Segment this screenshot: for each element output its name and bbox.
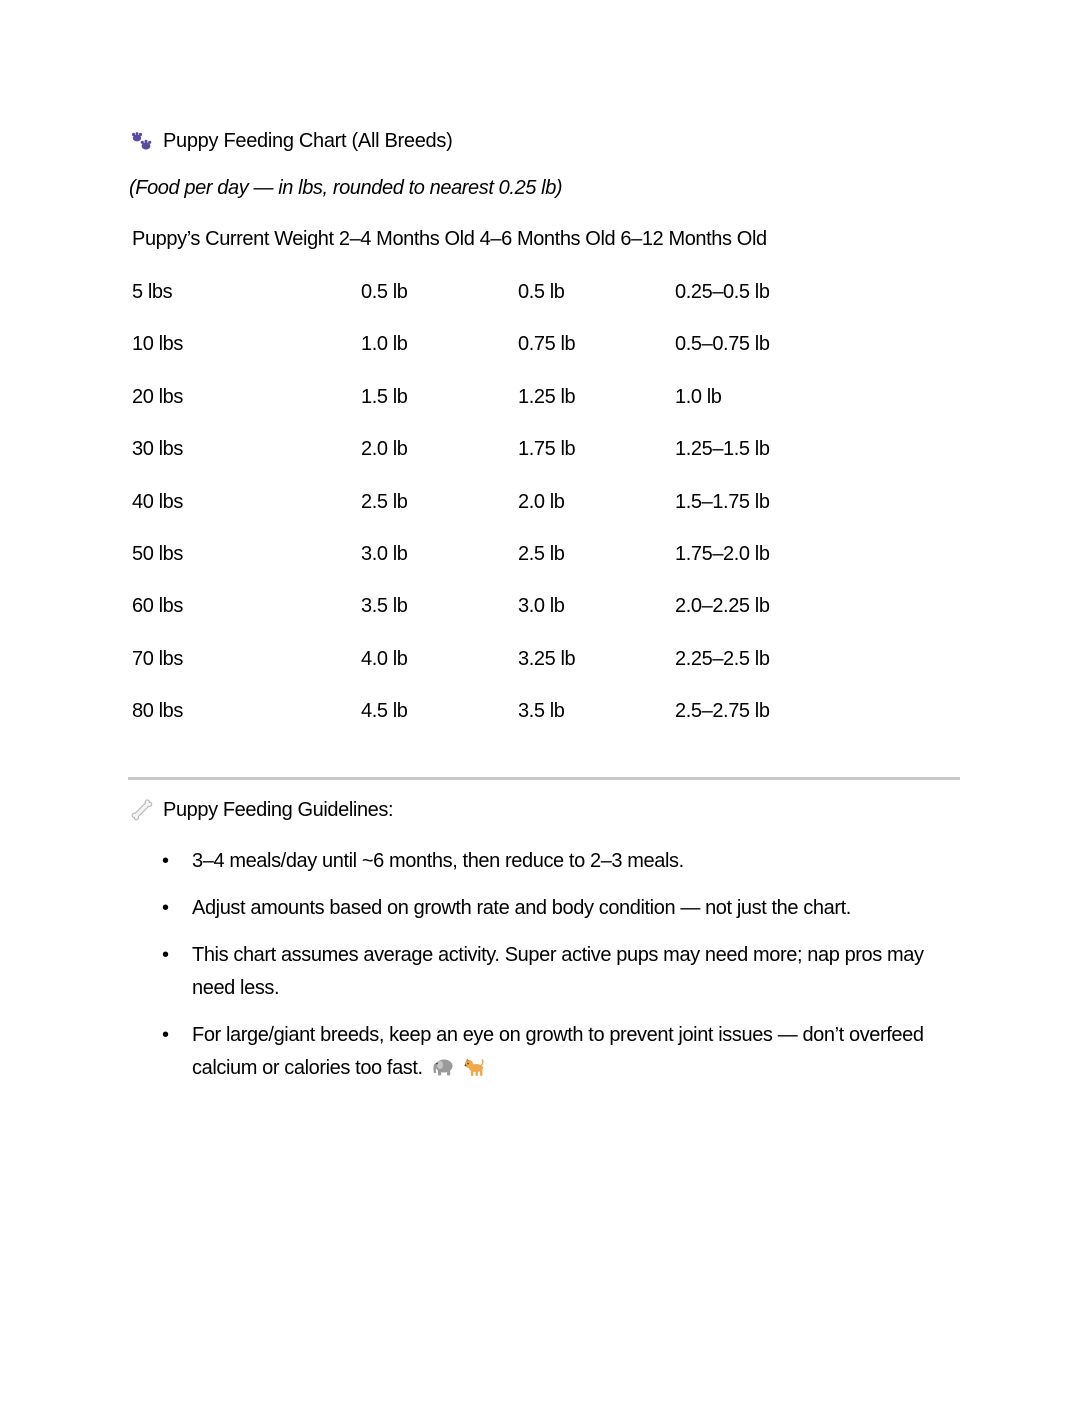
section-divider <box>128 777 960 780</box>
food-amount-cell: 1.5 lb <box>361 385 408 408</box>
guidelines-heading <box>130 798 393 822</box>
food-amount-cell: 3.5 lb <box>518 700 565 723</box>
list-item-text: For large/giant breeds, keep an eye on growth to prevent joint issues — don’t overfeed calcium or calories too fast. <box>192 1024 924 1079</box>
food-amount-cell: 0.5 lb <box>518 281 565 303</box>
dog-icon <box>463 1057 485 1077</box>
list-item <box>162 1019 962 1085</box>
weight-cell: 60 lbs <box>132 595 183 618</box>
food-amount-cell: 1.5–1.75 lb <box>675 490 770 513</box>
food-amount-cell: 1.25–1.5 lb <box>675 438 770 461</box>
elephant-icon <box>432 1057 454 1077</box>
paw-prints-icon <box>130 132 154 152</box>
food-amount-cell: 1.75 lb <box>518 438 576 461</box>
bullet: • <box>162 944 169 966</box>
food-amount-cell: 2.0–2.25 lb <box>675 595 770 618</box>
guidelines-list <box>162 845 962 1099</box>
chart-heading <box>130 130 452 153</box>
weight-cell: 50 lbs <box>132 542 183 565</box>
food-amount-cell: 1.0 lb <box>675 385 722 408</box>
column-header: 2–4 Months Old <box>338 228 475 250</box>
chart-title: Puppy Feeding Chart (All Breeds) <box>163 130 453 152</box>
food-amount-cell: 4.5 lb <box>361 700 408 723</box>
bullet: • <box>162 1024 169 1046</box>
weight-cell: 40 lbs <box>132 490 183 513</box>
food-amount-cell: 2.0 lb <box>518 490 565 513</box>
guidelines-title: Puppy Feeding Guidelines: <box>163 798 394 821</box>
food-amount-cell: 3.25 lb <box>518 647 576 670</box>
food-amount-cell: 2.5 lb <box>518 542 565 565</box>
food-amount-cell: 0.5–0.75 lb <box>675 333 770 356</box>
weight-cell: 80 lbs <box>132 700 183 723</box>
food-amount-cell: 2.5 lb <box>361 490 408 513</box>
bullet: • <box>162 897 169 919</box>
weight-cell: 20 lbs <box>132 385 183 408</box>
bone-icon <box>130 798 154 822</box>
food-amount-cell: 2.0 lb <box>361 438 408 461</box>
list-item <box>162 845 962 878</box>
column-header: 4–6 Months Old <box>479 228 616 250</box>
food-amount-cell: 3.5 lb <box>361 595 408 618</box>
list-item <box>162 939 962 1005</box>
table-header-row <box>132 228 767 256</box>
food-amount-cell: 1.25 lb <box>518 385 576 408</box>
food-amount-cell: 0.25–0.5 lb <box>675 281 770 303</box>
food-amount-cell: 1.0 lb <box>361 333 408 356</box>
weight-cell: 5 lbs <box>132 281 173 303</box>
weight-cell: 10 lbs <box>132 333 183 356</box>
column-header: Puppy’s Current Weight <box>132 228 334 250</box>
bullet: • <box>162 850 169 872</box>
column-header: 6–12 Months Old <box>620 228 767 250</box>
food-amount-cell: 0.75 lb <box>518 333 576 356</box>
weight-cell: 30 lbs <box>132 438 183 461</box>
list-item-text: 3–4 meals/day until ~6 months, then reduce to 2–3 meals. <box>192 850 684 872</box>
food-amount-cell: 1.75–2.0 lb <box>675 542 770 565</box>
food-amount-cell: 2.5–2.75 lb <box>675 700 770 723</box>
weight-cell: 70 lbs <box>132 647 183 670</box>
feeding-table-header <box>132 228 767 256</box>
list-item <box>162 892 962 925</box>
food-amount-cell: 2.25–2.5 lb <box>675 647 770 670</box>
chart-subtitle: (Food per day — in lbs, rounded to nearest 0.25 lb) <box>129 177 563 199</box>
list-item-text: This chart assumes average activity. Super active pups may need more; nap pros may need less. <box>192 944 924 999</box>
food-amount-cell: 3.0 lb <box>518 595 565 618</box>
list-item-text: Adjust amounts based on growth rate and body condition — not just the chart. <box>192 897 851 919</box>
food-amount-cell: 0.5 lb <box>361 281 408 303</box>
food-amount-cell: 4.0 lb <box>361 647 408 670</box>
food-amount-cell: 3.0 lb <box>361 542 408 565</box>
